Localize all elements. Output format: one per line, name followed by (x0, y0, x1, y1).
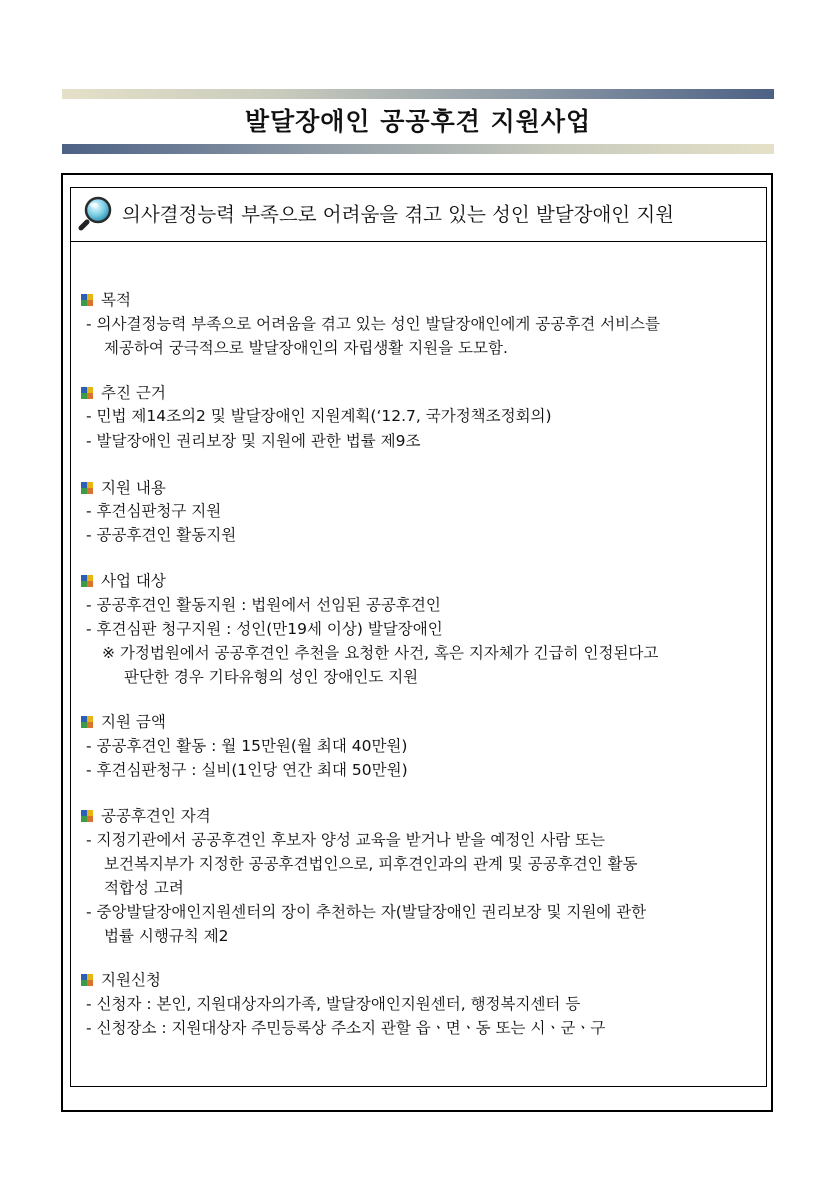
section-line: - 신청자 : 본인, 지원대상자의가족, 발달장애인지원센터, 행정복지센터 등 (86, 995, 581, 1013)
magnifier-icon (78, 195, 114, 231)
section-note: 판단한 경우 기타유형의 성인 장애인도 지원 (124, 668, 419, 686)
section-title: 사업 대상 (101, 572, 166, 590)
content-box (70, 241, 767, 1087)
section-heading-application (81, 969, 161, 991)
section-line: - 후견심판 청구지원 : 성인(만19세 이상) 발달장애인 (86, 620, 443, 638)
title-bar-top (62, 89, 774, 99)
section-line: 제공하여 궁극적으로 발달장애인의 자립생활 지원을 도모함. (104, 339, 508, 357)
section-title: 목적 (101, 291, 131, 309)
four-color-square-icon (81, 810, 93, 822)
four-color-square-icon (81, 974, 93, 986)
section-heading-qualification (81, 805, 211, 827)
section-line: - 공공후견인 활동 : 월 15만원(월 최대 40만원) (86, 737, 408, 755)
four-color-square-icon (81, 294, 93, 306)
section-title: 지원신청 (101, 971, 161, 989)
four-color-square-icon (81, 716, 93, 728)
section-line: - 공공후견인 활동지원 : 법원에서 선임된 공공후견인 (86, 596, 441, 614)
section-line: - 지정기관에서 공공후견인 후보자 양성 교육을 받거나 받을 예정인 사람 또는 (86, 831, 606, 849)
section-heading-support-content (81, 477, 166, 499)
section-line: - 후견심판청구 : 실비(1인당 연간 최대 50만원) (86, 761, 408, 779)
section-line: 적합성 고려 (104, 879, 184, 897)
section-line: - 공공후견인 활동지원 (86, 526, 237, 544)
title-bar-bottom (62, 144, 774, 154)
section-line: - 신청장소 : 지원대상자 주민등록상 주소지 관할 읍ㆍ면ㆍ동 또는 시ㆍ군ㆍ구 (86, 1019, 606, 1037)
section-title: 지원 내용 (101, 479, 166, 497)
section-line: - 민법 제14조의2 및 발달장애인 지원계획(‘12.7, 국가정책조정회의) (86, 407, 552, 425)
section-title: 공공후견인 자격 (101, 807, 211, 825)
section-title: 추진 근거 (101, 384, 166, 402)
section-line: - 발달장애인 권리보장 및 지원에 관한 법률 제9조 (86, 432, 421, 450)
section-heading-amount (81, 711, 166, 733)
page-title: 발달장애인 공공후견 지원사업 (244, 107, 592, 136)
four-color-square-icon (81, 387, 93, 399)
section-line: - 중앙발달장애인지원센터의 장이 추천하는 자(발달장애인 권리보장 및 지원에 관한 (86, 903, 647, 921)
section-title: 지원 금액 (101, 713, 166, 731)
section-heading-basis (81, 382, 166, 404)
four-color-square-icon (81, 482, 93, 494)
four-color-square-icon (81, 575, 93, 587)
section-line: 법률 시행규칙 제2 (104, 927, 229, 945)
section-heading-target (81, 570, 166, 592)
section-note: ※ 가정법원에서 공공후견인 추천을 요청한 사건, 혹은 지자체가 긴급히 인정된다고 (102, 644, 659, 662)
summary-header-text: 의사결정능력 부족으로 어려움을 겪고 있는 성인 발달장애인 지원 (122, 203, 674, 226)
section-line: - 의사결정능력 부족으로 어려움을 겪고 있는 성인 발달장애인에게 공공후견 서비스를 (86, 315, 660, 333)
section-line: 보건복지부가 지정한 공공후견법인으로, 피후견인과의 관계 및 공공후견인 활동 (104, 855, 638, 873)
section-line: - 후견심판청구 지원 (86, 502, 222, 520)
section-heading-purpose (81, 289, 131, 311)
